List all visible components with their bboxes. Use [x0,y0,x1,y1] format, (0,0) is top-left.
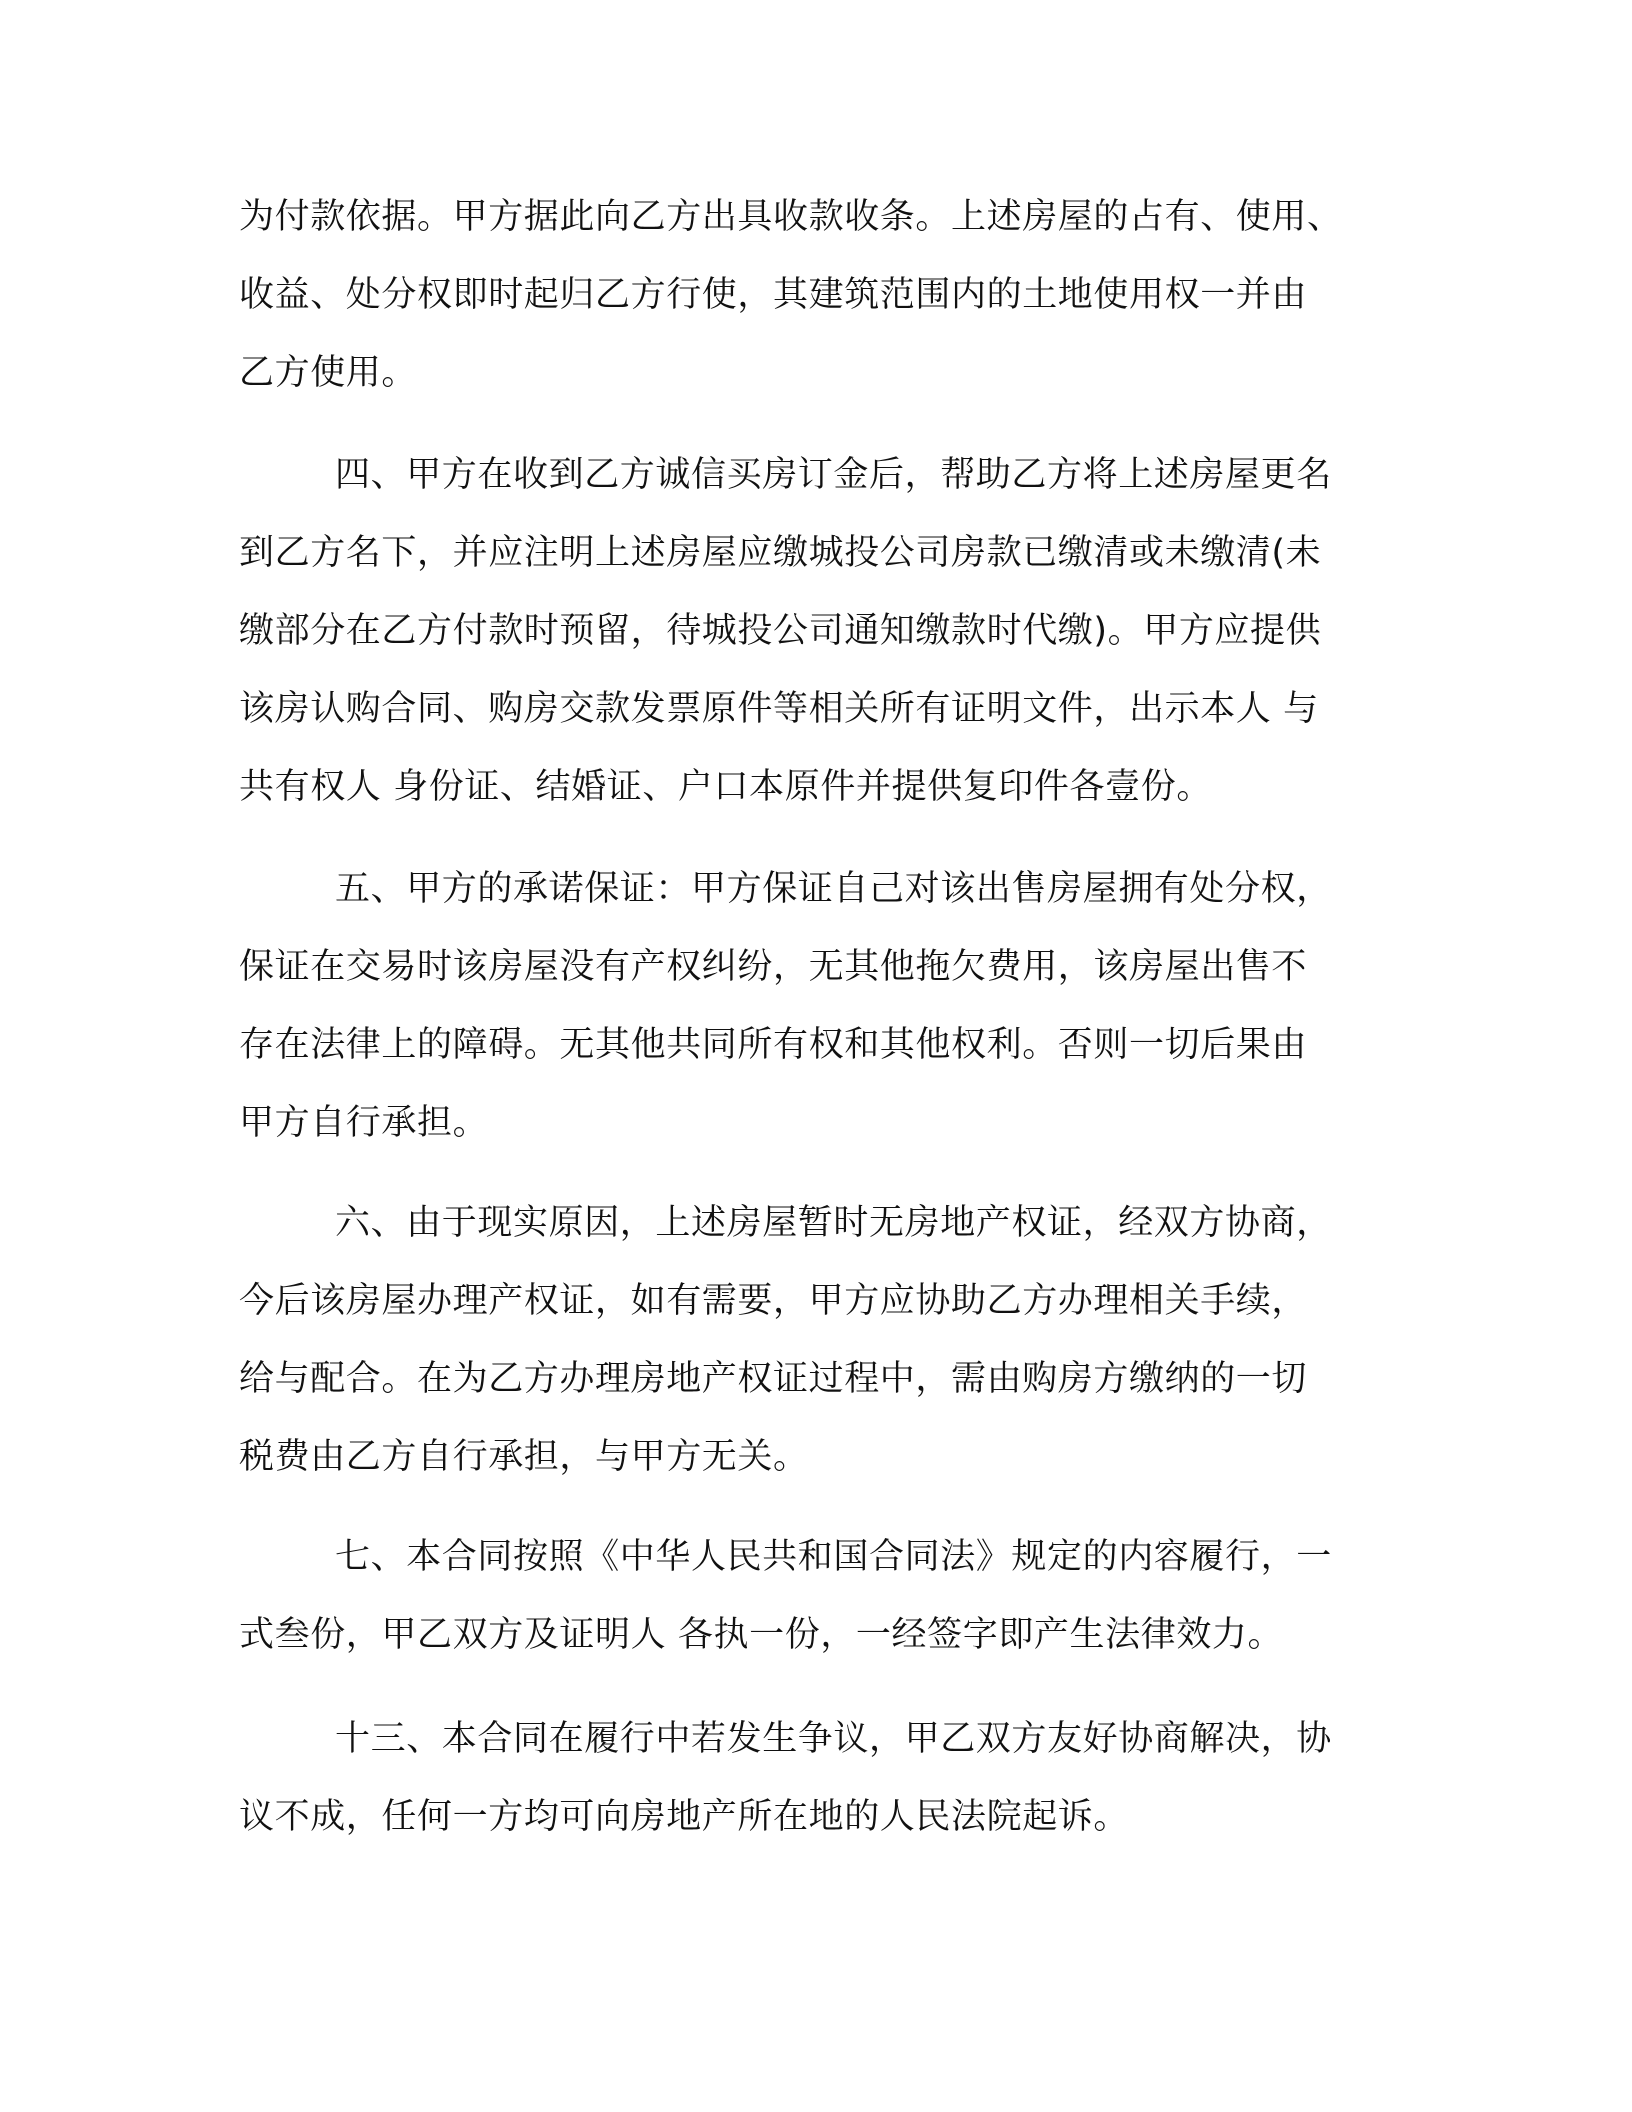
paragraph-6 [239,1184,1399,1496]
paragraph-7 [239,1518,1399,1674]
paragraph-line: 今后该房屋办理产权证，如有需要，甲方应协助乙方办理相关手续， [239,1281,1308,1321]
paragraph-5 [239,850,1399,1162]
paragraph-line: 存在法律上的障碍。无其他共同所有权和其他权利。否则一切后果由 [239,1025,1308,1065]
paragraph-line: 收益、处分权即时起归乙方行使，其建筑范围内的土地使用权一并由 [239,275,1308,315]
paragraph-line: 五、甲方的承诺保证：甲方保证自己对该出售房屋拥有处分权， [335,869,1332,909]
paragraph-line: 税费由乙方自行承担，与甲方无关。 [239,1437,809,1477]
paragraph-line: 四、甲方在收到乙方诚信买房订金后，帮助乙方将上述房屋更名 [335,455,1332,495]
paragraph-line: 到乙方名下，并应注明上述房屋应缴城投公司房款已缴清或未缴清(未 [239,533,1322,573]
paragraph-line: 六、由于现实原因，上述房屋暂时无房地产权证，经双方协商， [335,1203,1332,1243]
paragraph-4 [239,436,1399,826]
paragraph-line: 甲方自行承担。 [239,1103,489,1143]
paragraph-13 [239,1700,1399,1856]
paragraph-line: 缴部分在乙方付款时预留，待城投公司通知缴款时代缴)。甲方应提供 [239,611,1322,651]
paragraph-line: 乙方使用。 [239,353,418,393]
paragraph-line: 该房认购合同、购房交款发票原件等相关所有证明文件，出示本人 与 [239,689,1319,729]
paragraph-line: 共有权人 身份证、结婚证、户口本原件并提供复印件各壹份。 [239,767,1212,807]
paragraph-line: 保证在交易时该房屋没有产权纠纷，无其他拖欠费用，该房屋出售不 [239,947,1308,987]
paragraph-line: 十三、本合同在履行中若发生争议，甲乙双方友好协商解决，协 [335,1719,1332,1759]
paragraph-line: 议不成，任何一方均可向房地产所在地的人民法院起诉。 [239,1797,1130,1837]
paragraph-line: 式叁份，甲乙双方及证明人 各执一份，一经签字即产生法律效力。 [239,1615,1284,1655]
paragraph-line: 七、本合同按照《中华人民共和国合同法》规定的内容履行，一 [335,1537,1332,1577]
paragraph-line: 给与配合。在为乙方办理房地产权证过程中，需由购房方缴纳的一切 [239,1359,1308,1399]
paragraph-line: 为付款依据。甲方据此向乙方出具收款收条。上述房屋的占有、使用、 [239,197,1343,237]
paragraph-3-continuation [239,178,1399,412]
